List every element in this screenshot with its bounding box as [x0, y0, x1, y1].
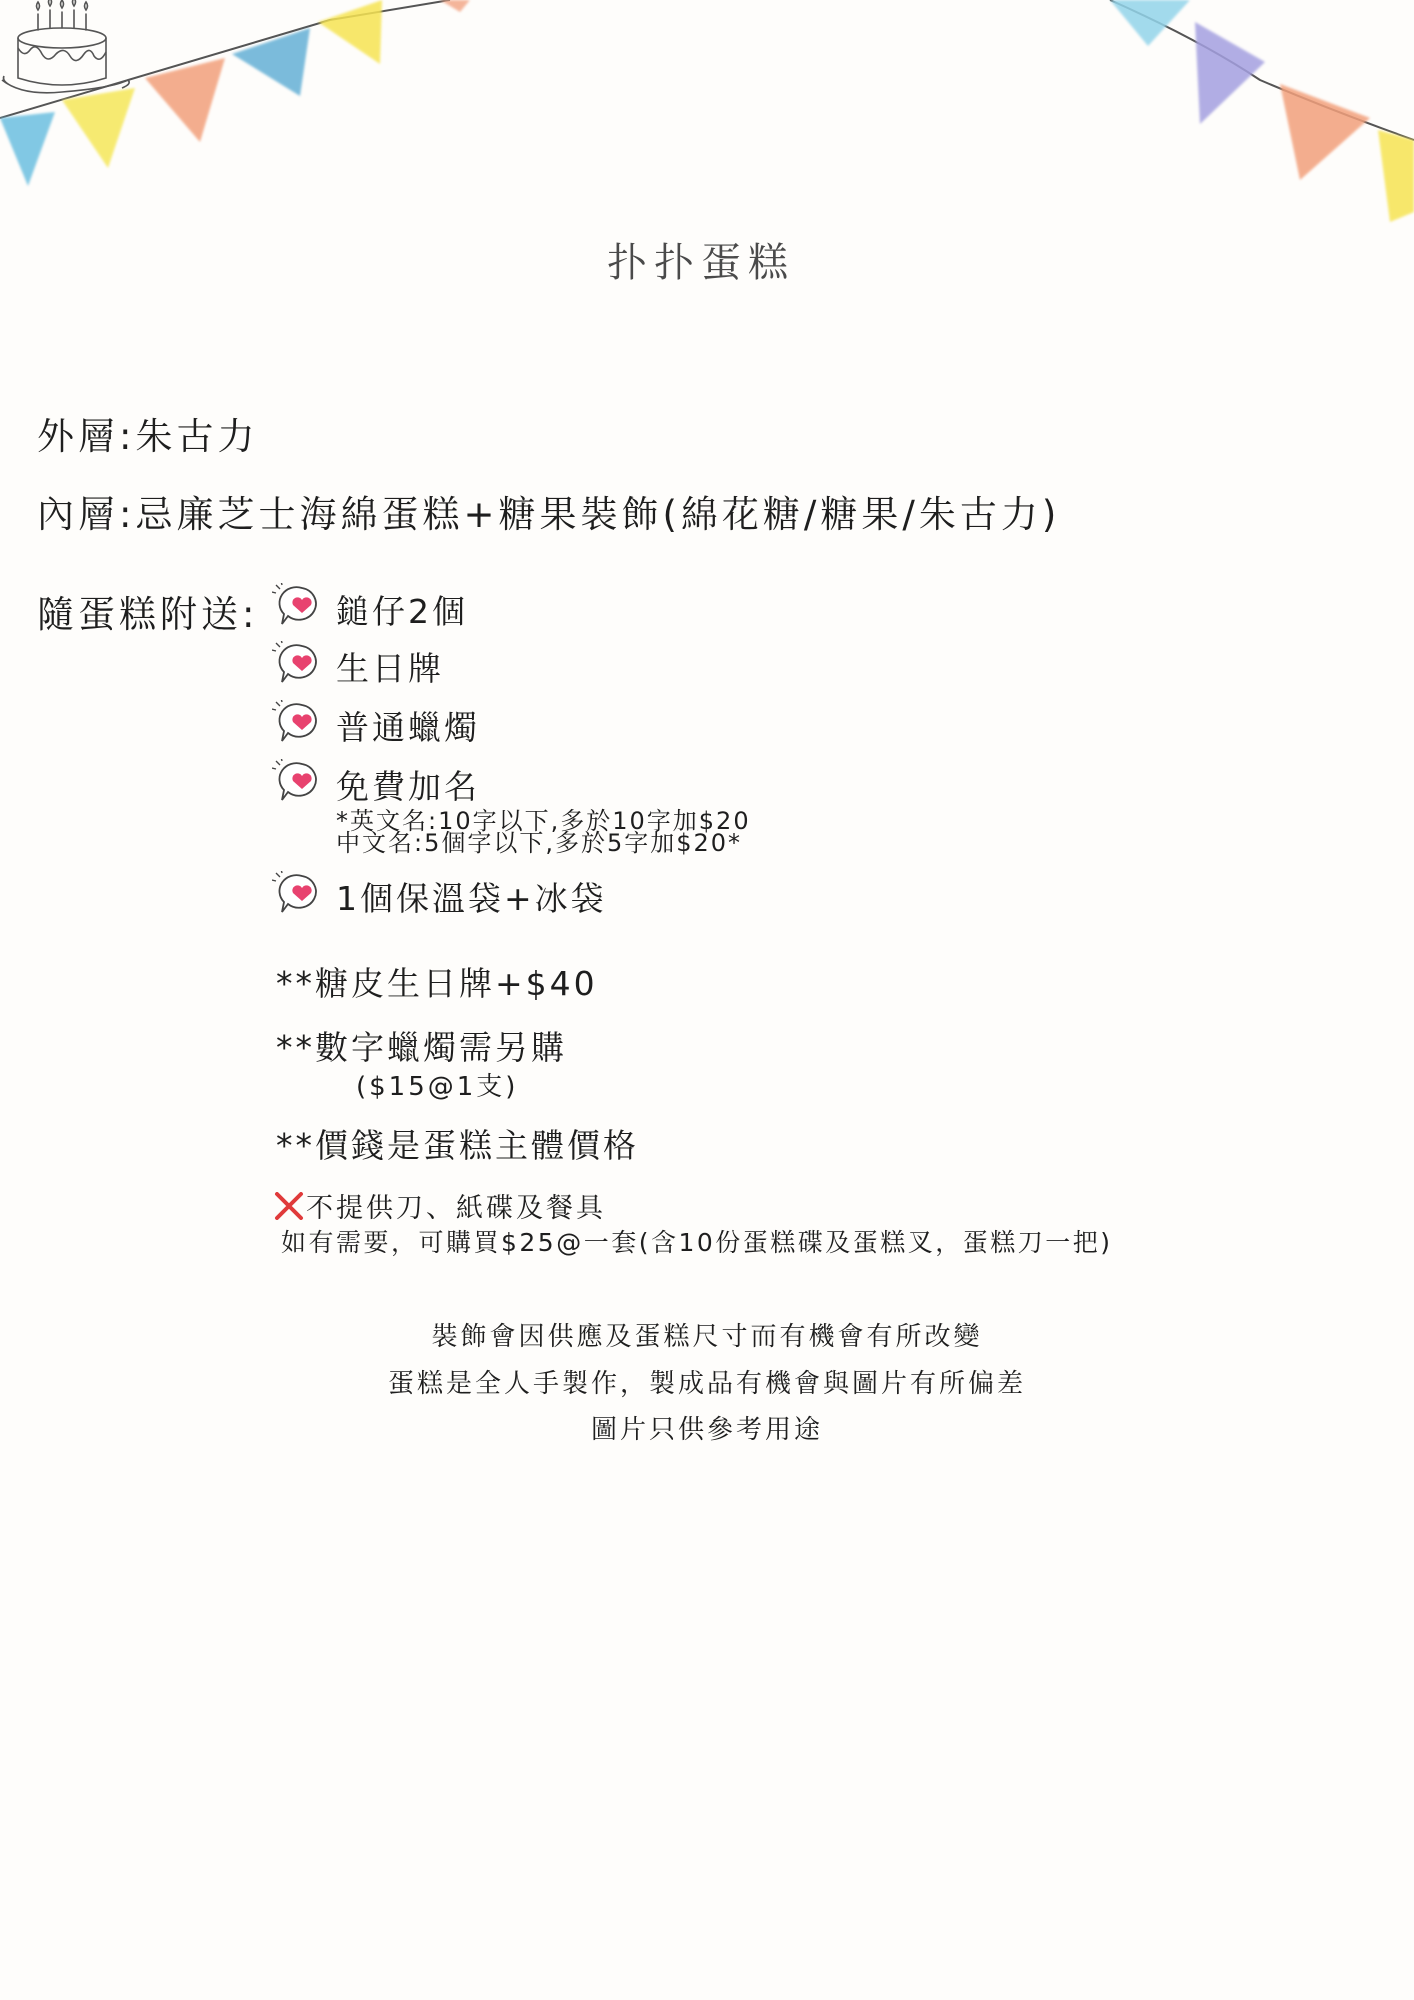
cutlery-purchase-info: 如有需要，可購買$25@一套(含10份蛋糕碟及蛋糕叉，蛋糕刀一把)	[281, 1228, 1113, 1257]
number-candle-price: ($15@1支)	[356, 1072, 519, 1102]
heart-bubble-icon	[272, 871, 322, 917]
name-note-chinese: 中文名:5個字以下,多於5字加$20*	[336, 829, 743, 857]
footer-line-decoration-change: 裝飾會因供應及蛋糕尺寸而有機會有所改變	[431, 1322, 983, 1352]
number-candle-note: **數字蠟燭需另購	[276, 1028, 567, 1067]
gift-item-candles: 普通蠟燭	[336, 708, 480, 747]
gifts-label: 隨蛋糕附送:	[37, 593, 259, 636]
cutlery-not-provided	[274, 1186, 606, 1225]
heart-bubble-icon	[272, 641, 322, 687]
heart-bubble-icon	[272, 759, 322, 805]
gift-item-cooler-bag: 1個保溫袋+冰袋	[336, 879, 607, 918]
name-note-english: *英文名:10字以下,多於10字加$20	[336, 807, 751, 835]
cutlery-line1: 不提供刀、紙碟及餐具	[306, 1193, 606, 1224]
heart-bubble-icon	[272, 583, 322, 629]
price-note: **價錢是蛋糕主體價格	[276, 1126, 639, 1165]
footer-line-handmade: 蛋糕是全人手製作，製成品有機會與圖片有所偏差	[387, 1369, 1026, 1399]
footer-line-reference-only: 圖片只供參考用途	[590, 1415, 823, 1445]
inner-layer-text: 內層:忌廉芝士海綿蛋糕+糖果裝飾(綿花糖/糖果/朱古力)	[37, 493, 1061, 536]
cross-icon	[274, 1192, 304, 1220]
bunting-decoration	[0, 0, 1414, 230]
gift-item-free-name: 免費加名	[336, 767, 480, 806]
heart-bubble-icon	[272, 700, 322, 746]
outer-layer-text: 外層:朱古力	[37, 415, 259, 458]
gift-item-hammers: 鎚仔2個	[336, 592, 468, 631]
sugar-plaque-note: **糖皮生日牌+$40	[276, 964, 598, 1003]
gift-item-birthday-plaque: 生日牌	[336, 649, 444, 688]
brand-name: 扑扑蛋糕	[607, 240, 795, 286]
